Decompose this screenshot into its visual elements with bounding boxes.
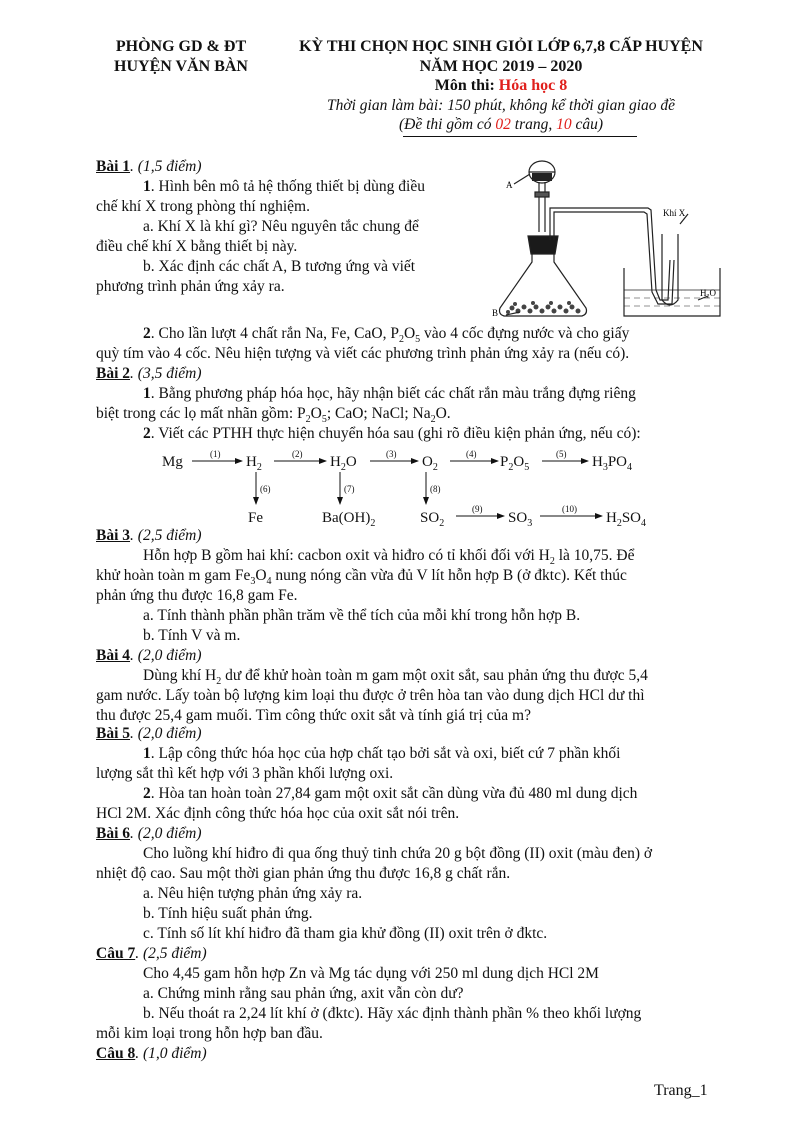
scheme-mg: Mg bbox=[162, 454, 183, 470]
pages-q: 10 bbox=[556, 116, 572, 133]
label-b: B bbox=[492, 308, 499, 318]
exam-title: KỲ THI CHỌN HỌC SINH GIỎI LỚP 6,7,8 CẤP HUYỆN bbox=[299, 38, 703, 55]
bai1-p1a bbox=[143, 177, 425, 197]
bai2-p1-e: O. bbox=[435, 405, 451, 422]
bai6-l2: nhiệt độ cao. Sau một thời gian phản ứng thu được 16,8 g chất rắn. bbox=[96, 865, 511, 882]
bai2-p2-num: 2 bbox=[143, 425, 151, 442]
bai1-b2: phương trình phản ứng xảy ra. bbox=[96, 278, 285, 295]
bai1-p2a: 2. Cho lần lượt 4 chất rắn Na, Fe, CaO, $P_2O_5$ vào 4 cốc đựng nước và cho giấy bbox=[143, 325, 630, 346]
arrow-label-5: (5) bbox=[556, 449, 567, 459]
bai3-a: a. Tính thành phần phần trăm về thể tích của mỗi khí trong hỗn hợp B. bbox=[143, 607, 581, 624]
cau7-b2: mỗi kim loại trong hỗn hợp ban đầu. bbox=[96, 1025, 323, 1042]
bai1-p2-text-a: . Cho lần lượt 4 chất rắn Na, Fe, CaO, P bbox=[150, 325, 399, 342]
cau8-heading bbox=[96, 1044, 207, 1064]
cau8-points: . (1,0 điểm) bbox=[135, 1045, 207, 1062]
bai5-p1a bbox=[143, 744, 620, 764]
bai3-title: Bài 3 bbox=[96, 527, 131, 544]
bai3-l1-a: Hỗn hợp B gồm hai khí: cacbon oxit và hiđro có tỉ khối đối với H bbox=[143, 547, 550, 564]
bai3-l2: khử hoàn toàn m gam $Fe_3O_4$ nung nóng cần vừa đủ V lít hỗn hợp B (ở đktc). Kết thúc bbox=[96, 567, 627, 588]
bai2-p1-num: 1 bbox=[143, 385, 151, 402]
label-water: $H_2O$ bbox=[700, 288, 716, 300]
bai3-b: b. Tính V và m. bbox=[143, 627, 241, 644]
bai3-heading bbox=[96, 526, 201, 546]
bai5-p2b: HCl 2M. Xác định công thức hóa học của oxit sắt nói trên. bbox=[96, 805, 460, 822]
scheme-h2: $H_2$ bbox=[246, 454, 262, 473]
scheme-h2o: $H_2O$ bbox=[330, 454, 357, 473]
bai1-p2-text-b: O bbox=[403, 325, 416, 342]
bai4-l1: Dùng khí $H_2$ dư để khử hoàn toàn m gam một oxit sắt, sau phản ứng thu được 5,4 bbox=[143, 667, 648, 688]
bai4-title: Bài 4 bbox=[96, 647, 131, 664]
bai3-l2-b: O bbox=[255, 567, 267, 584]
bai6-title: Bài 6 bbox=[96, 825, 131, 842]
arrow-label-3: (3) bbox=[386, 449, 397, 459]
arrow-label-2: (2) bbox=[292, 449, 303, 459]
bai4-heading bbox=[96, 646, 201, 666]
bai3-l1-b: là 10,75. Để bbox=[554, 547, 635, 564]
arrow-label-7: (7) bbox=[344, 484, 355, 494]
cau7-l1: Cho 4,45 gam hỗn hợp Zn và Mg tác dụng với 250 ml dung dịch HCl 2M bbox=[143, 965, 599, 982]
scheme-baoh2: $Ba(OH)_2$ bbox=[322, 510, 376, 529]
bai5-p1-text: . Lập công thức hóa học của hợp chất tạo bởi sắt và oxi, biết cứ 7 phần khối bbox=[150, 745, 621, 762]
bai4-points: . (2,0 điểm) bbox=[130, 647, 202, 664]
label-a: A bbox=[506, 180, 513, 190]
subject-value: Hóa học 8 bbox=[498, 77, 568, 94]
bai2-points: . (3,5 điểm) bbox=[130, 365, 202, 382]
arrow-label-9: (9) bbox=[472, 504, 483, 514]
bai6-l1: Cho luồng khí hiđro đi qua ống thuỷ tinh chứa 20 g bột đồng (II) oxit (màu đen) ở bbox=[143, 845, 653, 862]
arrow-label-6: (6) bbox=[260, 484, 271, 494]
bai6-points: . (2,0 điểm) bbox=[130, 825, 202, 842]
org-line-2: HUYỆN VĂN BÀN bbox=[114, 58, 248, 75]
bai2-p1-b: biệt trong các lọ mất nhãn gồm: P bbox=[96, 405, 306, 422]
header-exam bbox=[268, 37, 734, 135]
cau7-heading bbox=[96, 944, 207, 964]
bai2-p1a bbox=[143, 384, 636, 404]
org-line-1: PHÒNG GD & ĐT bbox=[115, 38, 247, 55]
header-org bbox=[96, 37, 266, 77]
cau7-points: . (2,5 điểm) bbox=[135, 945, 207, 962]
bai6-heading bbox=[96, 824, 201, 844]
bai5-heading bbox=[96, 724, 201, 744]
bai3-l2-c: nung nóng cần vừa đủ V lít hỗn hợp B (ở đktc). Kết thúc bbox=[271, 567, 627, 584]
bai1-b1: b. Xác định các chất A, B tương ứng và viết bbox=[143, 258, 416, 275]
cau7-b1: b. Nếu thoát ra 2,24 lít khí ở (đktc). Hãy xác định thành phần % theo khối lượng bbox=[143, 1005, 642, 1022]
page-number: Trang_1 bbox=[654, 1082, 708, 1099]
cau7-title: Câu 7 bbox=[96, 945, 136, 962]
header-rule bbox=[403, 136, 637, 137]
cau7-a: a. Chứng minh rằng sau phản ứng, axit vẫn còn dư? bbox=[143, 985, 464, 1002]
bai1-p1-text: . Hình bên mô tả hệ thống thiết bị dùng điều bbox=[150, 178, 425, 195]
bai5-title: Bài 5 bbox=[96, 725, 131, 742]
bai2-p2 bbox=[143, 424, 641, 444]
pages-pre: (Đề thi gồm có bbox=[398, 116, 496, 133]
cau8-title: Câu 8 bbox=[96, 1045, 136, 1062]
arrow-label-1: (1) bbox=[210, 449, 221, 459]
bai3-l1: Hỗn hợp B gồm hai khí: cacbon oxit và hiđro có tỉ khối đối với $H_2$ là 10,75. Để bbox=[143, 547, 635, 568]
bai2-p1-c: O bbox=[310, 405, 322, 422]
exam-time: Thời gian làm bài: 150 phút, không kể thời gian giao đề bbox=[326, 96, 676, 114]
bai5-p1b: lượng sắt thì kết hợp với 3 phần khối lượng oxi. bbox=[96, 765, 394, 782]
scheme-fe: Fe bbox=[248, 510, 263, 526]
bai6-a: a. Nêu hiện tượng phản ứng xảy ra. bbox=[143, 885, 363, 902]
exam-year: NĂM HỌC 2019 – 2020 bbox=[419, 57, 583, 75]
exam-pages bbox=[268, 115, 734, 135]
bai2-p1-d: ; CaO; NaCl; Na bbox=[326, 405, 431, 422]
arrow-label-4: (4) bbox=[466, 449, 477, 459]
bai5-p2-text: . Hòa tan hoàn toàn 27,84 gam một oxit sắt cần dùng vừa đủ 480 ml dung dịch bbox=[150, 785, 638, 802]
bai1-points: . (1,5 điểm) bbox=[130, 158, 202, 175]
bai3-l3: phản ứng thu được 16,8 gam Fe. bbox=[96, 587, 298, 604]
bai2-p1-text: . Bằng phương pháp hóa học, hãy nhận biết các chất rắn màu trắng đựng riêng bbox=[150, 385, 636, 402]
bai1-p1-num: 1 bbox=[143, 178, 151, 195]
bai5-points: . (2,0 điểm) bbox=[130, 725, 202, 742]
arrow-label-8: (8) bbox=[430, 484, 441, 494]
bai1-p1b: chế khí X trong phòng thí nghiệm. bbox=[96, 198, 310, 215]
scheme-h3po4: $H_3PO_4$ bbox=[592, 454, 633, 473]
apparatus-figure bbox=[488, 150, 724, 324]
bai4-l2: gam nước. Lấy toàn bộ lượng kim loại thu được ở trên hòa tan vào dung dịch HCl dư thì bbox=[96, 687, 645, 704]
bai2-title: Bài 2 bbox=[96, 365, 131, 382]
subject-label: Môn thi: bbox=[434, 77, 499, 94]
scheme-o2: $O_2$ bbox=[422, 454, 438, 473]
bai2-heading bbox=[96, 364, 201, 384]
bai5-p2-num: 2 bbox=[143, 785, 151, 802]
arrow-label-10: (10) bbox=[562, 504, 577, 514]
bai1-title: Bài 1 bbox=[96, 158, 131, 175]
pages-post: câu) bbox=[571, 116, 604, 133]
bai1-p2-text-c: vào 4 cốc đựng nước và cho giấy bbox=[420, 325, 630, 342]
scheme-so2: $SO_2$ bbox=[420, 510, 445, 529]
bai6-c: c. Tính số lít khí hiđro đã tham gia khử đồng (II) oxit trên ở đktc. bbox=[143, 925, 548, 942]
bai1-heading bbox=[96, 157, 201, 177]
bai4-l1-b: dư để khử hoàn toàn m gam một oxit sắt, sau phản ứng thu được 5,4 bbox=[221, 667, 648, 684]
bai4-l3: thu được 25,4 gam muối. Tìm công thức oxit sắt và tính giá trị của m? bbox=[96, 707, 531, 724]
bai3-points: . (2,5 điểm) bbox=[130, 527, 202, 544]
bai4-l1-a: Dùng khí H bbox=[143, 667, 217, 684]
bai1-a2: điều chế khí X bằng thiết bị này. bbox=[96, 238, 298, 255]
pages-num: 02 bbox=[495, 116, 511, 133]
bai2-p2-text: . Viết các PTHH thực hiện chuyển hóa sau (ghi rõ điều kiện phản ứng, nếu có): bbox=[150, 425, 641, 442]
bai5-p2a bbox=[143, 784, 637, 804]
bai2-p1b: biệt trong các lọ mất nhãn gồm: $P_2O_5$; CaO; NaCl; $Na_2O$. bbox=[96, 405, 451, 426]
exam-subject bbox=[268, 76, 734, 96]
scheme-so3: $SO_3$ bbox=[508, 510, 533, 529]
pages-mid: trang, bbox=[510, 116, 557, 133]
reaction-scheme bbox=[150, 446, 670, 530]
bai6-b: b. Tính hiệu suất phản ứng. bbox=[143, 905, 313, 922]
label-gas-x: Khí X bbox=[663, 208, 686, 218]
bai1-p2-num: 2 bbox=[143, 325, 151, 342]
scheme-p2o5: $P_2O_5$ bbox=[500, 454, 530, 473]
bai3-l2-a: khử hoàn toàn m gam Fe bbox=[96, 567, 251, 584]
bai1-a1: a. Khí X là khí gì? Nêu nguyên tắc chung để bbox=[143, 218, 419, 235]
scheme-h2so4: $H_2SO_4$ bbox=[606, 510, 647, 529]
bai5-p1-num: 1 bbox=[143, 745, 151, 762]
bai1-p2d: quỳ tím vào 4 cốc. Nêu hiện tượng và viết các phương trình phản ứng xảy ra (nếu có). bbox=[96, 345, 630, 362]
